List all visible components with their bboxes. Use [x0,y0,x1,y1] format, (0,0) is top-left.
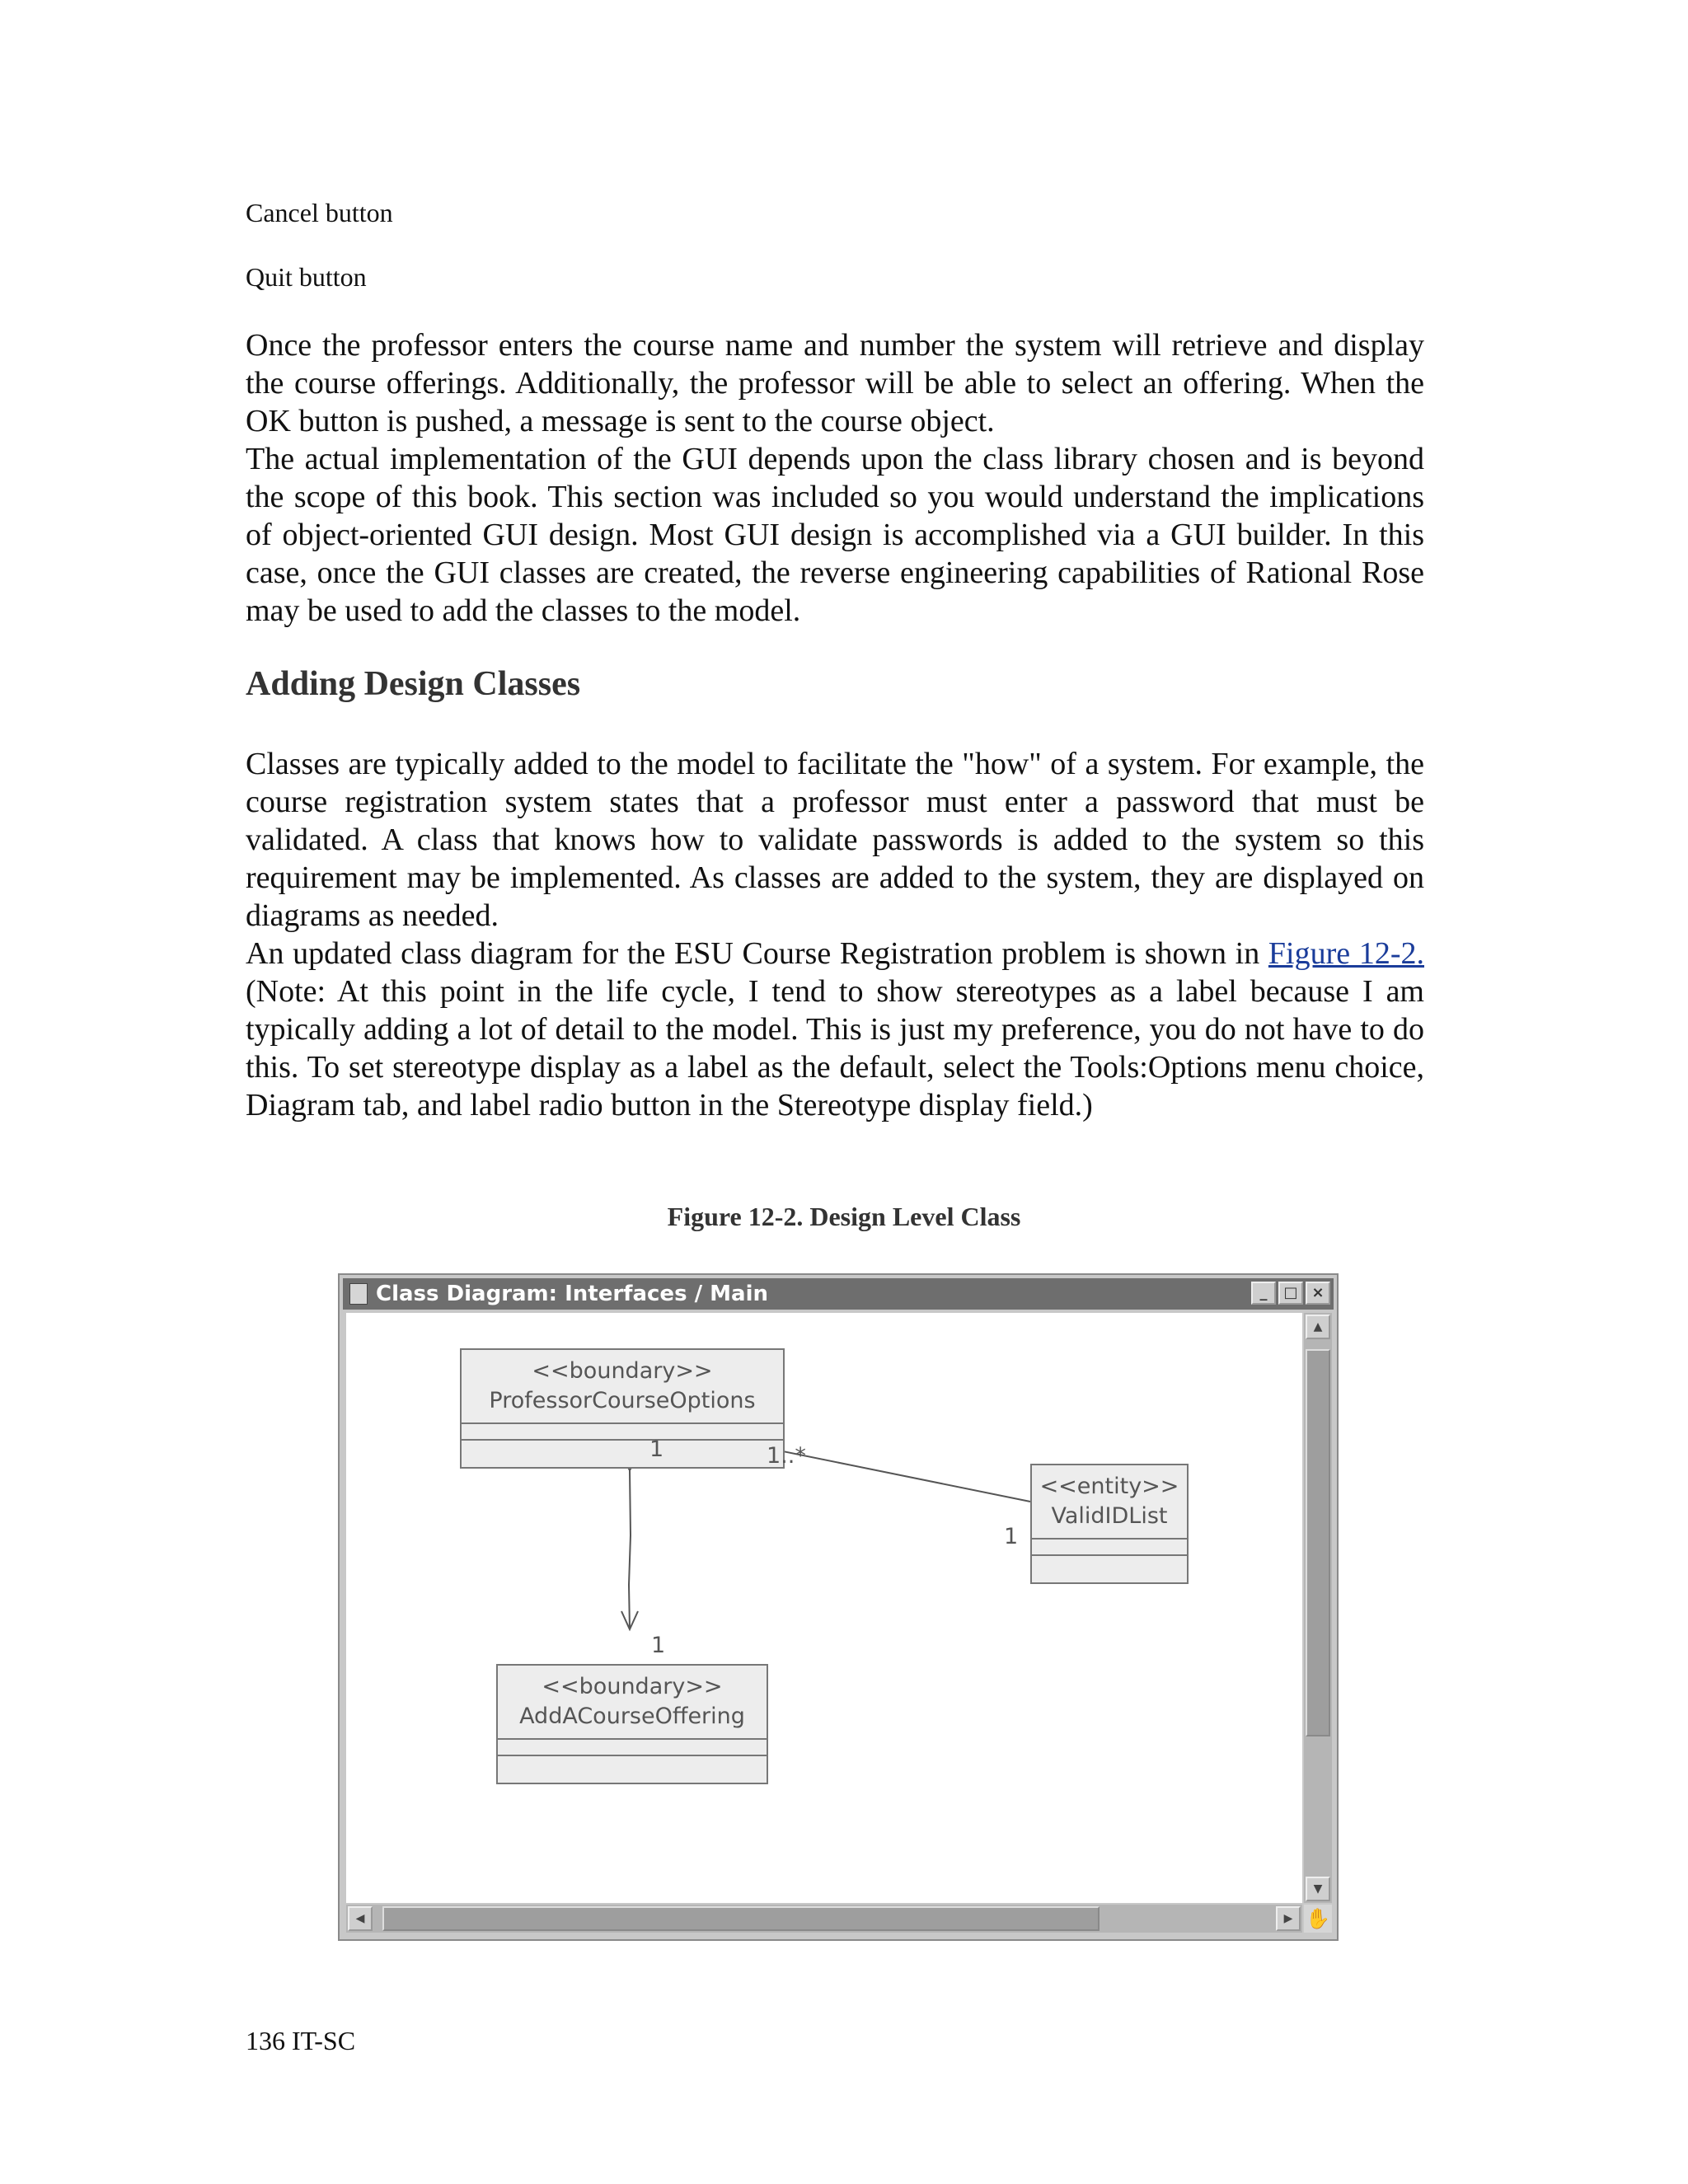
class-attributes-section [462,1422,783,1439]
multiplicity-label: 1 [651,1633,666,1658]
paragraph-gui-behaviour: Once the professor enters the course name and number the system will retrieve and display the course offerings. Additionally, the professor will be able to select an offering. When the OK button is pushed, a message is sent to the course object. [246,328,1424,438]
class-operations-section [462,1439,783,1455]
paragraph-class-diagram [246,935,1424,1124]
horizontal-scroll-thumb[interactable] [382,1906,1100,1931]
class-name: AddACourseOffering [519,1704,745,1729]
minimize-icon[interactable]: _ [1251,1282,1276,1305]
page-footer: 136 IT-SC [246,2026,356,2055]
class-box-valid-id-list[interactable] [1030,1464,1189,1584]
paragraph-design-classes: Classes are typically added to the model to facilitate the "how" of a system. For example, the course registration system states that a professor must enter a password that must be validated. A class that knows how to validate passwords is added to the system so this requirement may be implemented. As classes are added to the system, they are displayed on diagrams as needed. [246,747,1424,933]
figure-12-2-link[interactable]: Figure 12-2. [1268,936,1424,971]
multiplicity-label: 1 [1004,1524,1019,1549]
cancel-button-label: Cancel button [246,198,393,227]
class-stereotype: <<boundary>> [542,1674,723,1699]
hand-grip-icon[interactable]: ✋ [1304,1905,1332,1933]
window-controls [1251,1282,1330,1305]
class-stereotype: <<entity>> [1039,1474,1179,1499]
class-box-add-a-course-offering[interactable] [496,1664,768,1784]
scroll-left-icon[interactable]: ◀ [348,1906,373,1931]
figure-caption: Figure 12-2. Design Level Class [667,1202,1021,1231]
paragraph-class-diagram-text-1: An updated class diagram for the ESU Course Registration problem is shown in [246,936,1268,971]
class-operations-section [1032,1554,1187,1571]
multiplicity-label: 1 [649,1436,664,1462]
association-line-down [629,1470,631,1629]
window-title: Class Diagram: Interfaces / Main [376,1282,768,1306]
diagram-canvas[interactable] [346,1313,1302,1903]
class-name: ProfessorCourseOptions [489,1388,756,1413]
class-diagram-window [338,1273,1339,1941]
multiplicity-label: 1..* [767,1443,806,1469]
vertical-scroll-thumb[interactable] [1306,1349,1330,1736]
section-heading: Adding Design Classes [246,665,581,703]
scroll-right-icon[interactable]: ▶ [1276,1906,1301,1931]
class-attributes-section [498,1738,767,1755]
class-box-professor-course-options[interactable] [460,1348,785,1469]
paragraph-class-diagram-text-2: (Note: At this point in the life cycle, I tend to show stereotypes as a label because I am typically adding a lot of detail to the model. This is just my preference, you do not have to do this. To set stereotype display as a label as the default, select the Tools:Options menu choice, Diagram tab, and label radio button in the Stereotype display field.) [246,974,1424,1122]
diagram-window-icon [349,1283,368,1305]
vertical-scrollbar[interactable] [1304,1313,1332,1903]
class-attributes-section [1032,1538,1187,1554]
class-name: ValidIDList [1051,1503,1168,1529]
scroll-up-icon[interactable]: ▲ [1306,1315,1330,1339]
quit-button-label: Quit button [246,262,367,292]
class-stereotype: <<boundary>> [532,1358,713,1384]
class-operations-section [498,1755,767,1771]
paragraph-gui-implementation: The actual implementation of the GUI depends upon the class library chosen and is beyond the scope of this book. This section was included so you would understand the implications of object-oriented GUI design. Most GUI design is accomplished via a GUI builder. In this case, once the GUI classes are created, the reverse engineering capabilities of Rational Rose may be used to add the classes to the model. [246,442,1424,628]
maximize-icon[interactable]: □ [1278,1282,1303,1305]
horizontal-scrollbar[interactable] [346,1905,1302,1933]
close-icon[interactable]: × [1306,1282,1330,1305]
scroll-down-icon[interactable]: ▼ [1306,1877,1330,1901]
window-titlebar [343,1278,1334,1310]
